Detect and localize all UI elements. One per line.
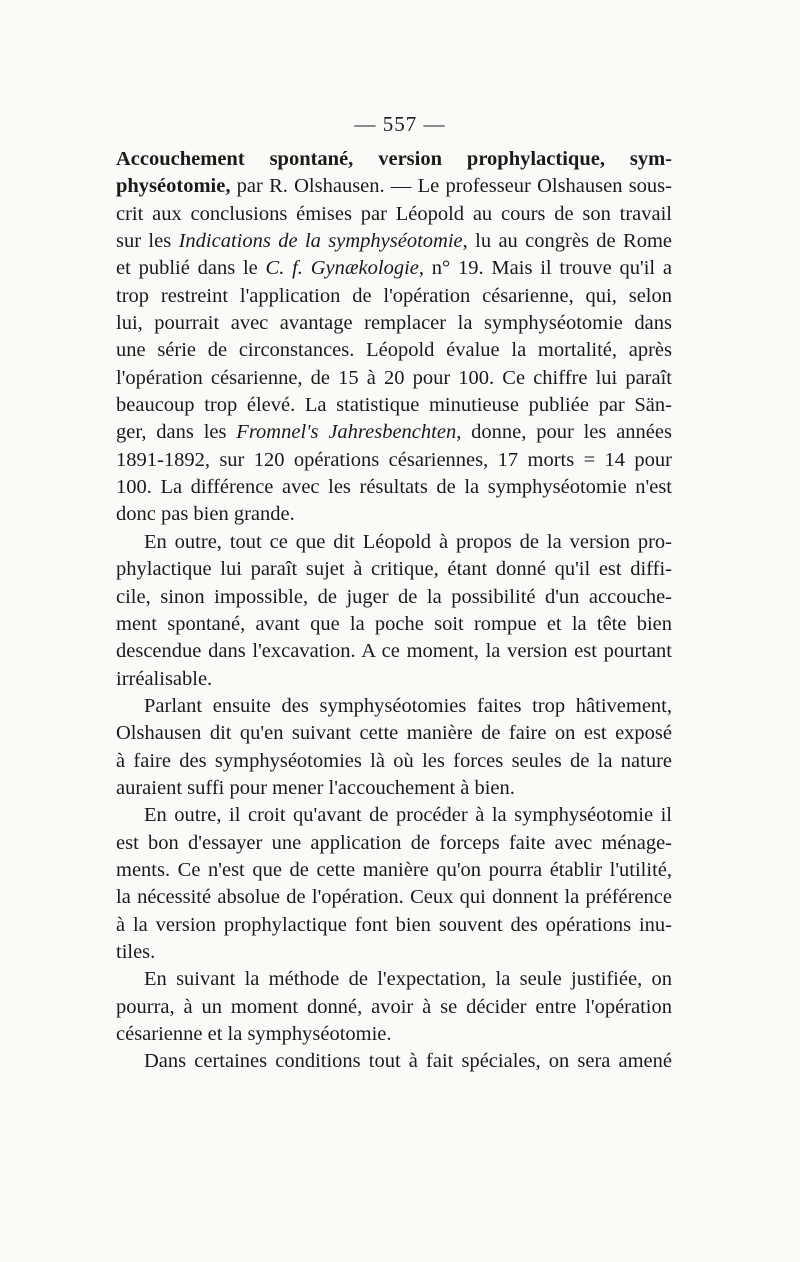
text-line [116,447,672,474]
text-line [116,857,672,884]
text-segment: cile, sinon impossible, de juger de la possibilité d'un accouche- [116,585,672,608]
text-segment: 100. La différence avec les résultats de la symphyséotomie n'est [116,476,672,499]
text-line [116,748,672,775]
text-segment: tiles. [116,940,156,963]
text-line [116,283,672,310]
text-segment: par R. Olshausen. — Le professeur Olshausen sous- [230,175,672,198]
text-line [116,830,672,857]
bold-heading-text: physéotomie, [116,175,231,198]
text-line [116,201,672,228]
text-line [116,994,672,1021]
text-segment: à faire des symphyséotomies là où les forces seules de la nature [116,749,672,772]
text-segment: , donne, pour les années [456,421,672,444]
text-line [116,1021,672,1048]
text-segment: 1891-1892, sur 120 opérations césariennes, 17 morts = 14 pour [116,448,672,471]
text-line [116,912,672,939]
text-segment: ments. Ce n'est que de cette manière qu'on pourra établir l'utilité, [116,858,672,881]
text-segment: une série de circonstances. Léopold évalue la mortalité, après [116,339,672,362]
text-segment: En outre, tout ce que dit Léopold à propos de la version pro- [144,530,672,553]
text-line [116,419,672,446]
page-number: — 557 — [354,112,446,136]
text-line [116,146,672,173]
text-line [116,884,672,911]
text-segment: , lu au congrès de Rome [462,230,673,253]
text-line [116,966,672,993]
text-segment: Olshausen dit qu'en suivant cette manière de faire on est exposé [116,722,672,745]
text-line [116,392,672,419]
text-segment: irréalisable. [116,667,213,690]
text-segment: donc pas bien grande. [116,503,295,526]
text-line [116,474,672,501]
text-line [116,693,672,720]
text-line [116,720,672,747]
text-segment: En outre, il croit qu'avant de procéder à la symphyséotomie il [144,804,672,827]
text-segment: et publié dans le [116,257,266,280]
text-line [116,337,672,364]
bold-heading-text: Accouchement spontané, version prophylactique, sym- [116,148,672,170]
italic-title-text: Indications de la symphyséotomie [178,230,463,253]
text-line [116,638,672,665]
text-line [116,501,672,528]
text-segment: est bon d'essayer une application de forceps faite avec ménage- [116,831,672,854]
text-line [116,584,672,611]
text-line [116,228,672,255]
body-text [116,146,672,1076]
text-segment: l'opération césarienne, de 15 à 20 pour 100. Ce chiffre lui paraît [116,366,672,389]
text-line [116,173,672,200]
text-segment: lui, pourrait avec avantage remplacer la symphyséotomie dans [116,312,672,335]
text-line [116,556,672,583]
text-line [116,255,672,282]
text-segment: phylactique lui paraît sujet à critique, étant donné qu'il est diffi- [116,558,672,581]
text-line [116,611,672,638]
text-segment: sur les [116,230,179,253]
text-segment: crit aux conclusions émises par Léopold au cours de son travail [116,202,672,225]
text-line [116,666,672,693]
text-segment: Parlant ensuite des symphyséotomies faites trop hâtivement, [144,694,672,717]
text-segment: descendue dans l'excavation. A ce moment, la version est pourtant [116,640,672,663]
text-segment: En suivant la méthode de l'expectation, la seule justifiée, on [144,968,672,991]
text-line [116,529,672,556]
italic-title-text: Fromnel's Jahresbenchten [236,421,457,444]
text-line [116,1048,672,1075]
text-line [116,939,672,966]
text-line [116,310,672,337]
text-line [116,775,672,802]
text-line [116,365,672,392]
text-segment: beaucoup trop élevé. La statistique minutieuse publiée par Sän- [116,394,672,417]
text-segment: trop restreint l'application de l'opération césarienne, qui, selon [116,284,672,307]
text-segment: ment spontané, avant que la poche soit rompue et la tête bien [116,612,672,635]
text-segment: pourra, à un moment donné, avoir à se décider entre l'opération [116,995,672,1018]
text-segment: césarienne et la symphyséotomie. [116,1023,392,1045]
text-segment: , n° 19. Mais il trouve qu'il a [418,257,672,280]
text-segment: à la version prophylactique font bien souvent des opérations inu- [116,913,672,936]
text-segment: Dans certaines conditions tout à fait spéciales, on sera amené [144,1050,672,1073]
text-segment: la nécessité absolue de l'opération. Ceux qui donnent la préférence [116,886,672,909]
italic-title-text: C. f. Gynækologie [265,257,419,280]
text-segment: auraient suffi pour mener l'accouchement à bien. [116,776,515,799]
text-line [116,802,672,829]
text-segment: ger, dans les [116,421,237,444]
